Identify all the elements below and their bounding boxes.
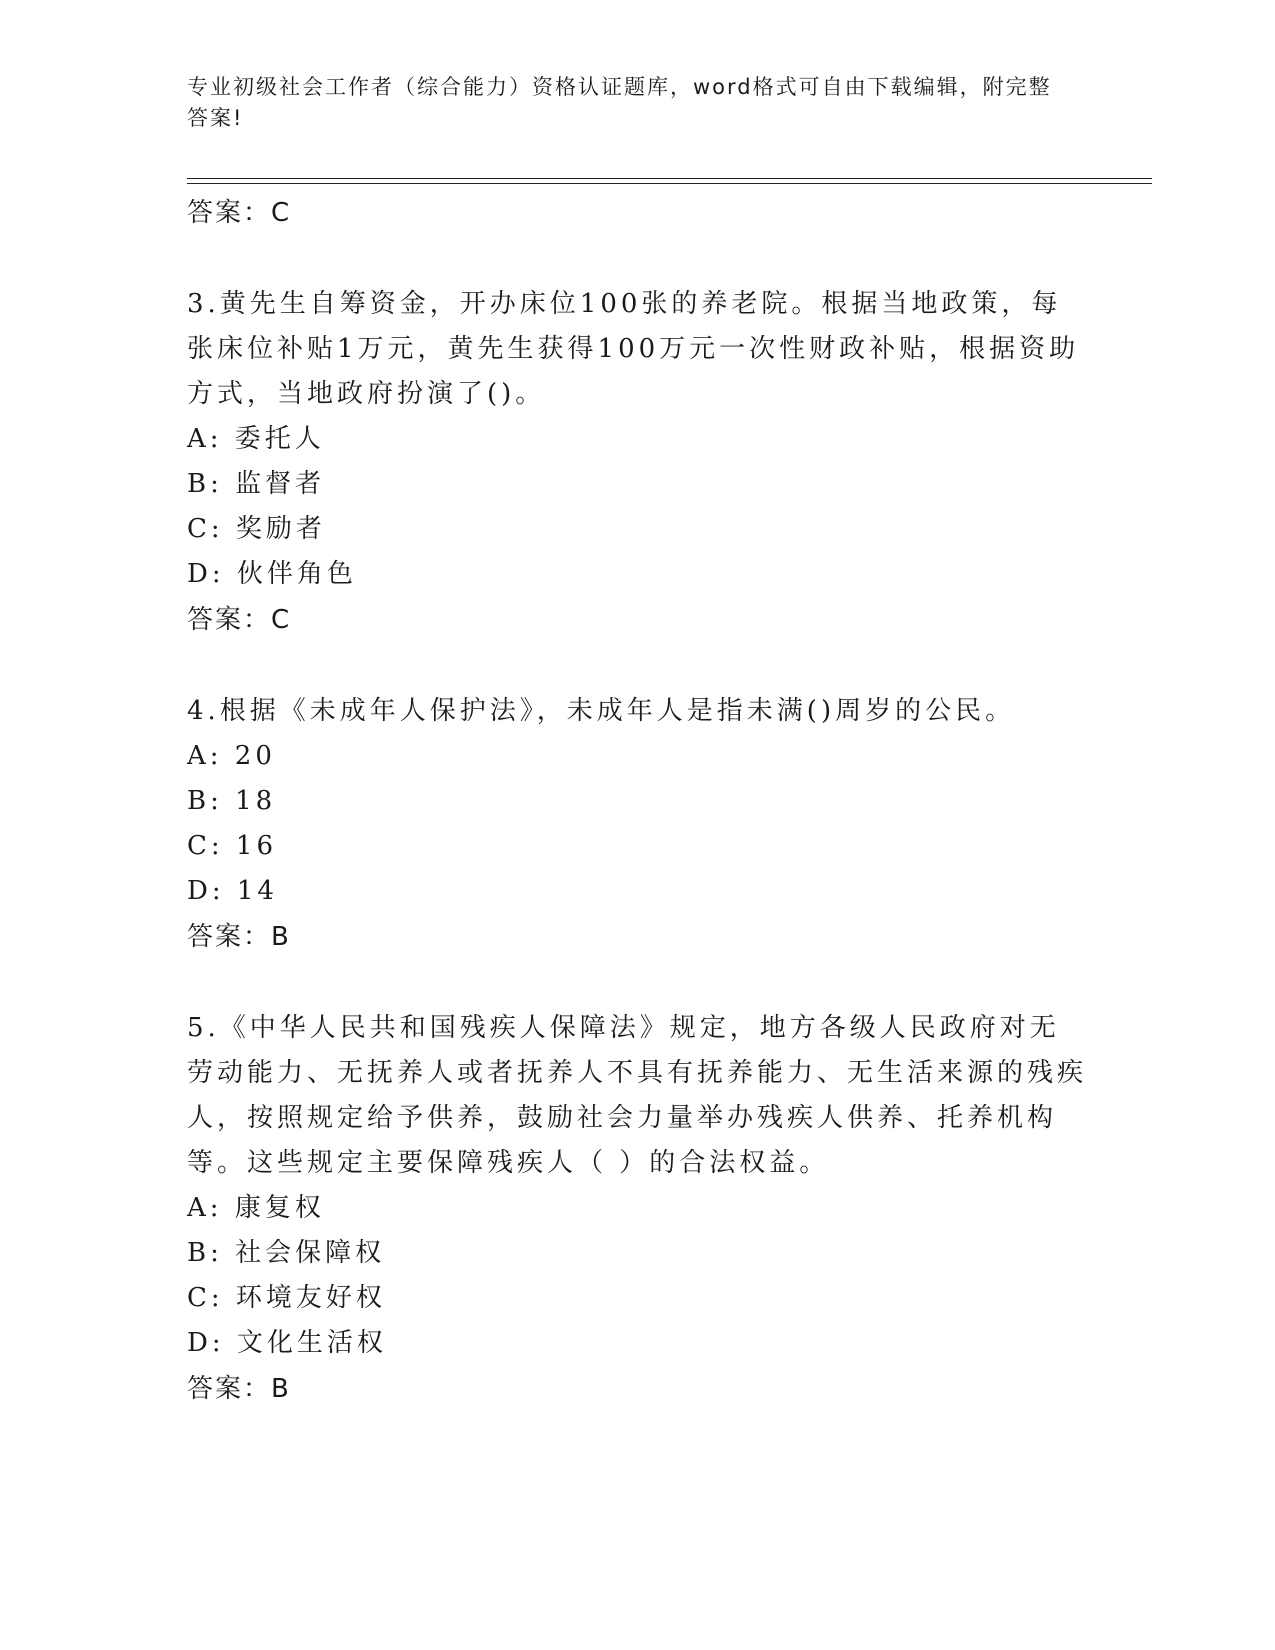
question-5: [187, 1006, 1087, 1412]
option-d: D: 伙伴角色: [187, 559, 357, 589]
question-content: [187, 190, 1087, 1412]
page-header: 专业初级社会工作者（综合能力）资格认证题库，word格式可自由下载编辑，附完整答案!: [187, 75, 1052, 130]
question-3: [187, 282, 1087, 643]
option-b: B: 18: [187, 786, 277, 816]
answer-line: 答案：B: [187, 1374, 291, 1404]
option-a: A: 20: [187, 741, 276, 771]
header-rule-top: [187, 178, 1152, 179]
option-d: D: 14: [187, 876, 278, 906]
question-stem: 4.根据《未成年人保护法》，未成年人是指未满()周岁的公民。: [187, 696, 1016, 726]
question-4: [187, 689, 1087, 960]
header-rule-bottom: [187, 183, 1152, 184]
question-stem: 3.黄先生自筹资金，开办床位100张的养老院。根据当地政策，每张床位补贴1万元，黄先生获得100万元一次性财政补贴，根据资助方式，当地政府扮演了()。: [187, 289, 1080, 409]
option-b: B: 监督者: [187, 469, 326, 499]
option-d: D: 文化生活权: [187, 1328, 387, 1358]
answer-line: 答案：C: [187, 605, 292, 635]
option-c: C: 环境友好权: [187, 1283, 386, 1313]
option-c: C: 奖励者: [187, 514, 326, 544]
answer-line: 答案：B: [187, 922, 291, 952]
option-b: B: 社会保障权: [187, 1238, 386, 1268]
option-a: A: 康复权: [187, 1193, 325, 1223]
option-a: A: 委托人: [187, 424, 325, 454]
question-stem: 5.《中华人民共和国残疾人保障法》规定，地方各级人民政府对无劳动能力、无抚养人或者抚养人不具有抚养能力、无生活来源的残疾人，按照规定给予供养，鼓励社会力量举办残疾人供养、托养机构等。这些规定主要保障残疾人（ ）的合法权益。: [187, 1013, 1088, 1178]
answer-line: 答案：C: [187, 198, 292, 228]
option-c: C: 16: [187, 831, 278, 861]
